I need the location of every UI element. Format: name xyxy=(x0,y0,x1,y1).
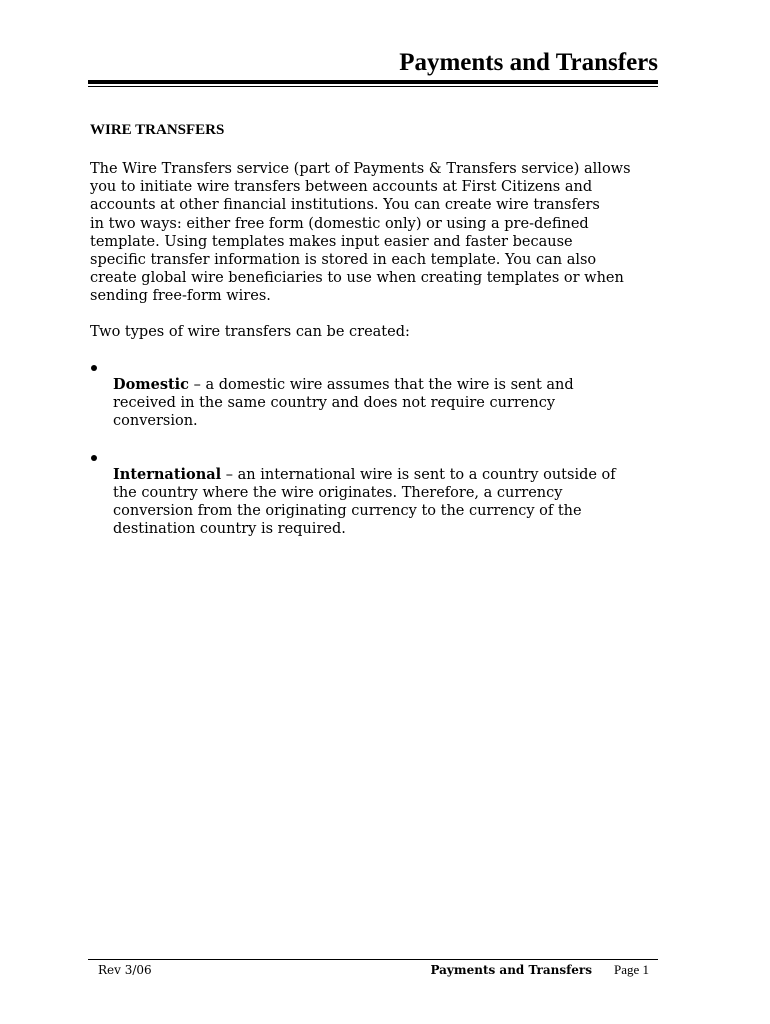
intro-paragraph: The Wire Transfers service (part of Payments & Transfers service) allows you to initiate wire transfers between accounts at First Citizens and accounts at other financial institutions. You can create wire transfers in two ways: either free form (domestic only) or using a pre-defined template. Using templates makes input easier and faster because specific transfer information is stored in each template. You can also create global wire beneficiaries to use when creating templates or when sending free-form wires. xyxy=(90,161,631,305)
bullet-icon xyxy=(91,365,97,371)
bullet-description: – a domestic wire assumes that the wire is sent and received in the same country and does not require currency conversion. xyxy=(113,377,574,430)
bullet-icon xyxy=(91,455,97,461)
title-divider-thin xyxy=(88,86,658,87)
wire-types-list xyxy=(90,358,660,539)
bullet-term: Domestic xyxy=(113,376,190,394)
title-divider-thick xyxy=(88,80,658,84)
types-intro-paragraph: Two types of wire transfers can be created: xyxy=(90,323,410,340)
bullet-description: – an international wire is sent to a country outside of the country where the wire originates. Therefore, a currency conversion from the originating currency to the currency of the destination country is required. xyxy=(113,466,616,538)
bullet-term: International xyxy=(113,465,222,483)
page-title: Payments and Transfers xyxy=(399,49,658,76)
page-footer xyxy=(88,961,658,981)
list-item-international xyxy=(90,448,660,539)
list-item-domestic xyxy=(90,358,660,431)
document-body xyxy=(90,119,660,556)
footer-revision: Rev 3/06 xyxy=(98,963,152,977)
footer-title: Payments and Transfers xyxy=(430,963,592,977)
footer-divider xyxy=(88,959,658,960)
section-heading: WIRE TRANSFERS xyxy=(90,122,225,138)
footer-page-number: Page 1 xyxy=(613,962,649,977)
